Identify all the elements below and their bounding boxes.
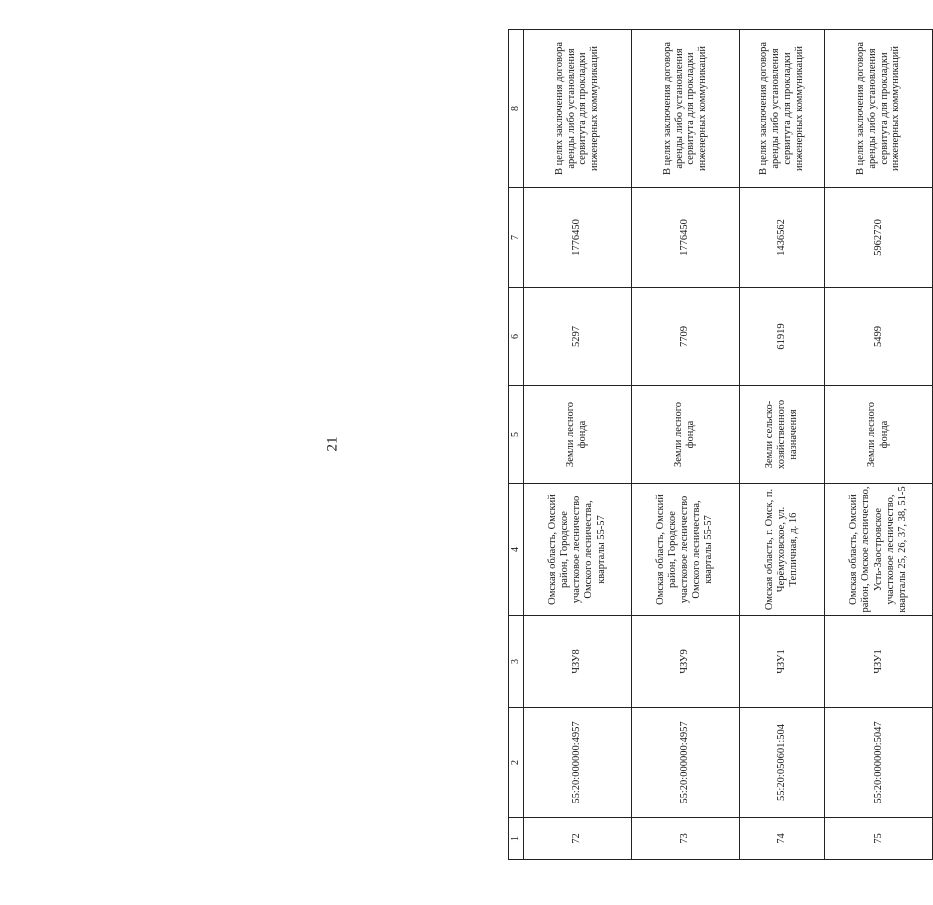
zone-code: ЧЗУ1 xyxy=(825,616,933,708)
zone-code: ЧЗУ8 xyxy=(524,616,632,708)
value: 1776450 xyxy=(631,188,739,288)
row-number: 74 xyxy=(739,818,824,860)
cadastral-number: 55:20:000000:4957 xyxy=(524,708,632,818)
row-number: 73 xyxy=(631,818,739,860)
column-number: 8 xyxy=(509,30,524,188)
column-number: 6 xyxy=(509,288,524,386)
value: 1436562 xyxy=(739,188,824,288)
address: Омская область, Омский район, Городское участковое лесничество Омского лесничества, кварталы 55-57 xyxy=(524,484,632,616)
column-number: 3 xyxy=(509,616,524,708)
table-row xyxy=(825,30,933,860)
table-row xyxy=(524,30,632,860)
row-number: 75 xyxy=(825,818,933,860)
zone-code: ЧЗУ1 xyxy=(739,616,824,708)
cadastral-number: 55:20:000000:5047 xyxy=(825,708,933,818)
address: Омская область, г. Омск, п. Черёмуховское, ул. Тепличная, д. 16 xyxy=(739,484,824,616)
zone-code: ЧЗУ9 xyxy=(631,616,739,708)
column-number: 1 xyxy=(509,818,524,860)
area: 61919 xyxy=(739,288,824,386)
area: 5297 xyxy=(524,288,632,386)
purpose: В целях заключения договора аренды либо установления сервитута для прокладки инженерных коммуникаций xyxy=(524,30,632,188)
purpose: В целях заключения договора аренды либо установления сервитута для прокладки инженерных коммуникаций xyxy=(631,30,739,188)
column-number: 5 xyxy=(509,386,524,484)
column-number: 7 xyxy=(509,188,524,288)
area: 5499 xyxy=(825,288,933,386)
land-category: Земли лесного фонда xyxy=(524,386,632,484)
purpose: В целях заключения договора аренды либо установления сервитута для прокладки инженерных коммуникаций xyxy=(739,30,824,188)
value: 1776450 xyxy=(524,188,632,288)
registry-table-rotated xyxy=(508,30,933,860)
land-category: Земли сельско-хозяйственного назначения xyxy=(739,386,824,484)
cadastral-number: 55:20:000000:4957 xyxy=(631,708,739,818)
land-category: Земли лесного фонда xyxy=(631,386,739,484)
page-number: 21 xyxy=(324,436,341,452)
registry-table xyxy=(508,29,933,860)
table-row xyxy=(739,30,824,860)
column-number: 4 xyxy=(509,484,524,616)
address: Омская область, Омский район, Омское лесничество, Усть-Заостровское участковое лесничество, кварталы 25, 26, 37, 38, 51-5 xyxy=(825,484,933,616)
purpose: В целях заключения договора аренды либо установления сервитута для прокладки инженерных коммуникаций xyxy=(825,30,933,188)
address: Омская область, Омский район, Городское участковое лесничество Омского лесничества, кварталы 55-57 xyxy=(631,484,739,616)
row-number: 72 xyxy=(524,818,632,860)
column-number: 2 xyxy=(509,708,524,818)
land-category: Земли лесного фонда xyxy=(825,386,933,484)
column-number-row xyxy=(509,30,524,860)
value: 5962720 xyxy=(825,188,933,288)
area: 7709 xyxy=(631,288,739,386)
cadastral-number: 55:20:050601:504 xyxy=(739,708,824,818)
table-row xyxy=(631,30,739,860)
